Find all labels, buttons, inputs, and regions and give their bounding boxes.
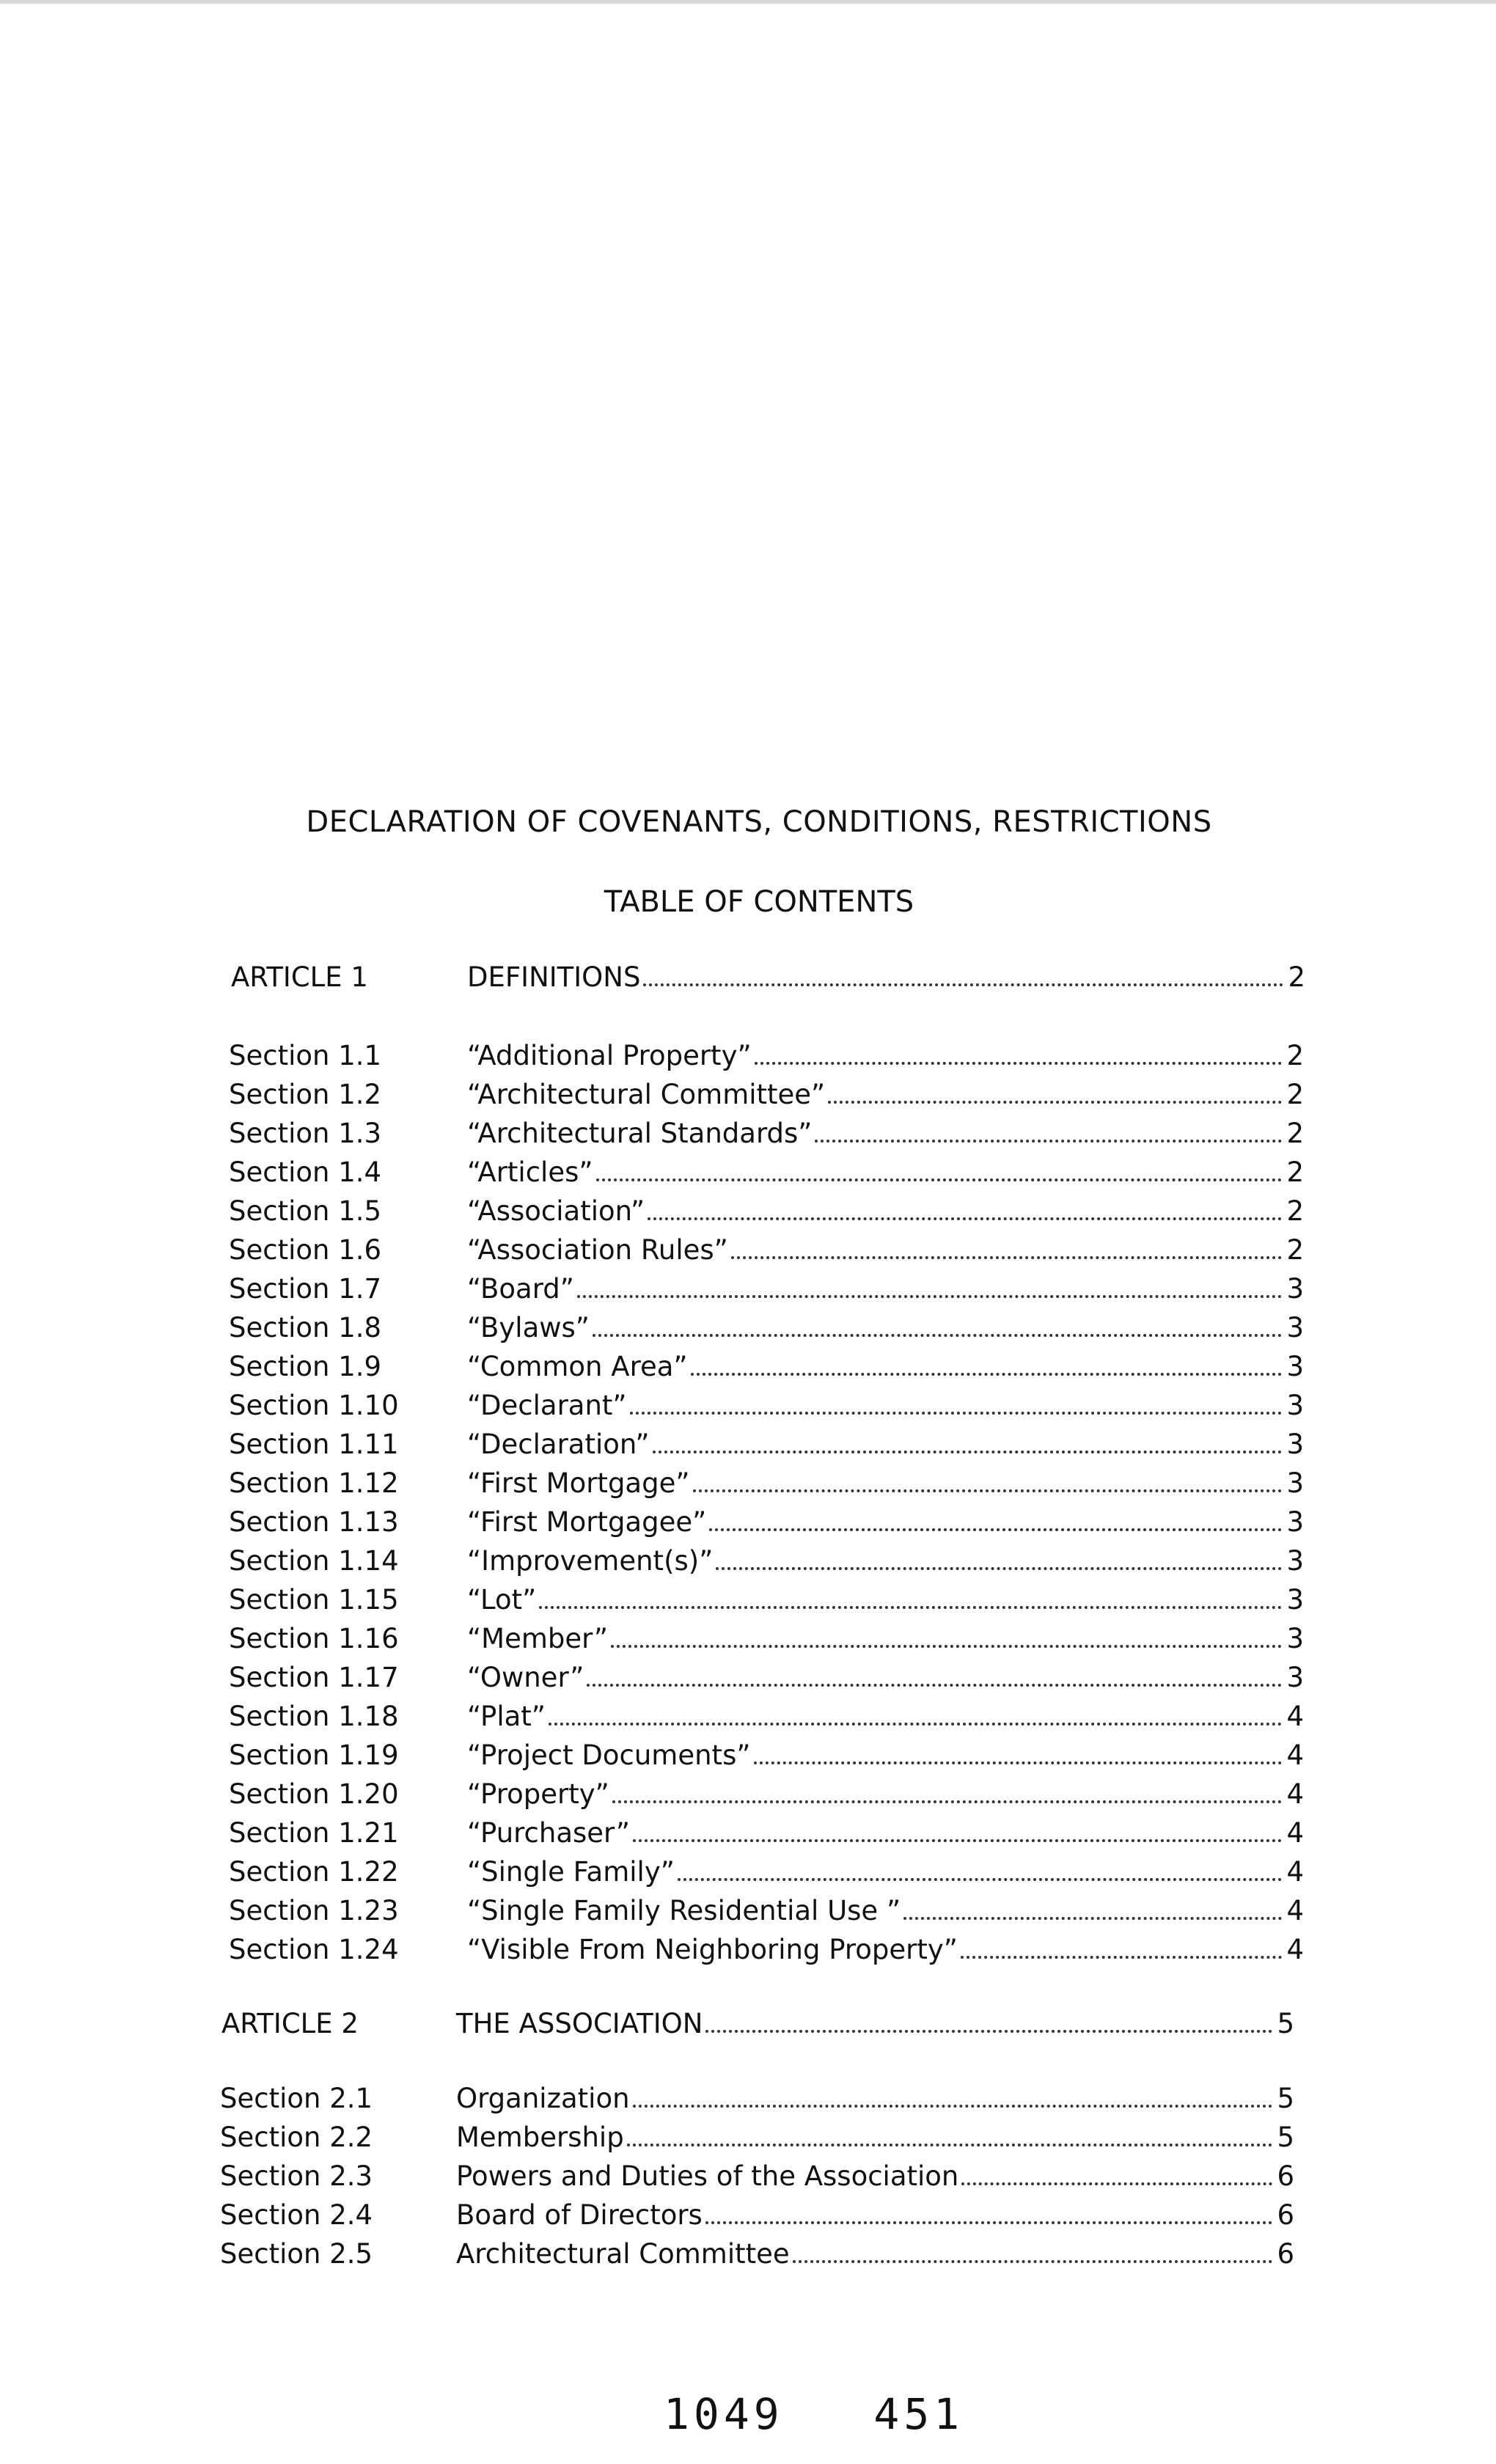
toc-entry (456, 2080, 1294, 2117)
toc-page-number: 3 (1286, 1545, 1304, 1577)
toc-entry-title: “Articles” (467, 1154, 596, 1191)
toc-entry-title: “Association Rules” (467, 1232, 731, 1269)
toc-section-row (0, 1698, 1496, 1735)
toc-page-number: 4 (1286, 1856, 1304, 1888)
toc-label: Section 1.2 (229, 1079, 382, 1110)
dot-leader (643, 959, 1283, 996)
toc-entry-title: “Architectural Standards” (467, 1115, 815, 1152)
toc-entry (467, 1893, 1304, 1929)
toc-entry-title: Membership (456, 2119, 627, 2156)
toc-page-number: 4 (1286, 1701, 1304, 1732)
toc-section-row (0, 1465, 1496, 1502)
toc-label: Section 1.21 (229, 1817, 399, 1849)
toc-label: Section 1.3 (229, 1118, 382, 1149)
toc-entry-title: DEFINITIONS (467, 959, 643, 996)
toc-section-row (0, 1737, 1496, 1774)
toc-entry (467, 1310, 1304, 1346)
dot-leader (587, 1660, 1282, 1696)
toc-entry-title: “Purchaser” (467, 1815, 633, 1852)
toc-page-number: 2 (1288, 961, 1305, 993)
toc-entry (467, 1504, 1304, 1541)
toc-page-number: 6 (1277, 2199, 1294, 2231)
toc-label: ARTICLE 2 (221, 2008, 359, 2039)
toc-section-row (0, 1854, 1496, 1891)
dot-leader (961, 2158, 1272, 2195)
toc-label: Section 1.19 (229, 1739, 399, 1771)
toc-page-number: 3 (1286, 1390, 1304, 1421)
toc-article-2 (0, 2006, 1496, 2042)
toc-entry (456, 2197, 1294, 2234)
toc-label: Section 2.4 (220, 2199, 373, 2231)
toc-page-number: 3 (1286, 1312, 1304, 1343)
toc-page-number: 4 (1286, 1739, 1304, 1771)
toc-entry-title: “Single Family Residential Use ” (467, 1893, 903, 1929)
toc-entry (467, 1854, 1304, 1891)
toc-entry (467, 1271, 1304, 1308)
dot-leader (539, 1582, 1282, 1618)
dot-leader (705, 2006, 1272, 2042)
toc-label: Section 1.5 (229, 1195, 382, 1227)
dot-leader (549, 1698, 1282, 1735)
toc-entry-title: “First Mortgage” (467, 1465, 693, 1502)
toc-section-row (0, 1038, 1496, 1074)
dot-leader (633, 2080, 1273, 2117)
toc-section-row (0, 1349, 1496, 1385)
toc-page-number: 2 (1286, 1040, 1304, 1071)
dot-leader (693, 1465, 1283, 1502)
toc-label: Section 1.17 (229, 1662, 399, 1693)
toc-label: Section 1.15 (229, 1584, 399, 1616)
toc-page-number: 5 (1277, 2122, 1294, 2153)
toc-label: Section 1.7 (229, 1273, 382, 1305)
dot-leader (754, 1737, 1283, 1774)
toc-entry (467, 959, 1305, 996)
toc-label: ARTICLE 1 (231, 961, 368, 993)
dot-leader (903, 1893, 1282, 1929)
toc-section-row (0, 1776, 1496, 1813)
toc-label: Section 2.1 (220, 2083, 373, 2114)
toc-label: Section 1.13 (229, 1506, 399, 1538)
toc-section-row (0, 2236, 1496, 2273)
dot-leader (593, 1310, 1282, 1346)
toc-entry (467, 1426, 1304, 1463)
toc-page-number: 2 (1286, 1118, 1304, 1149)
toc-label: Section 1.22 (229, 1856, 399, 1888)
toc-entry-title: THE ASSOCIATION (456, 2006, 705, 2042)
toc-entry (456, 2119, 1294, 2156)
toc-label: Section 1.16 (229, 1623, 399, 1654)
toc-page-number: 2 (1286, 1156, 1304, 1188)
toc-entry (467, 1115, 1304, 1152)
toc-label: Section 1.8 (229, 1312, 382, 1343)
toc-entry-title: “Improvement(s)” (467, 1543, 716, 1580)
toc-entry (467, 1038, 1304, 1074)
toc-entry (467, 1232, 1304, 1269)
dot-leader (630, 1387, 1283, 1424)
toc-entry-title: “Property” (467, 1776, 612, 1813)
toc-entry (467, 1815, 1304, 1852)
document-title: DECLARATION OF COVENANTS, CONDITIONS, RESTRICTIONS (306, 805, 1212, 839)
toc-page-number: 4 (1286, 1817, 1304, 1849)
toc-entry (467, 1621, 1304, 1657)
dot-leader (596, 1154, 1283, 1191)
dot-leader (755, 1038, 1283, 1074)
toc-page-number: 6 (1277, 2160, 1294, 2192)
toc-entry-title: “Lot” (467, 1582, 539, 1618)
toc-entry-title: “Additional Property” (467, 1038, 755, 1074)
toc-entry-title: “Association” (467, 1193, 648, 1230)
toc-section-row (0, 1387, 1496, 1424)
toc-label: Section 1.12 (229, 1467, 399, 1499)
dot-leader (648, 1193, 1282, 1230)
toc-label: Section 1.23 (229, 1895, 399, 1926)
dot-leader (815, 1115, 1282, 1152)
toc-page-number: 3 (1286, 1662, 1304, 1693)
toc-page-number: 5 (1277, 2008, 1294, 2039)
toc-section-row (0, 1154, 1496, 1191)
toc-label: Section 2.5 (220, 2238, 373, 2270)
toc-page-number: 3 (1286, 1273, 1304, 1305)
dot-leader (577, 1271, 1283, 1308)
toc-section-row (0, 1932, 1496, 1968)
toc-label: Section 1.6 (229, 1234, 382, 1266)
toc-section-row (0, 1232, 1496, 1269)
toc-entry-title: “Architectural Committee” (467, 1077, 828, 1113)
toc-section-row (0, 1504, 1496, 1541)
toc-entry (456, 2158, 1294, 2195)
dot-leader (716, 1543, 1282, 1580)
toc-section-row (0, 1543, 1496, 1580)
toc-entry (467, 1387, 1304, 1424)
toc-label: Section 2.3 (220, 2160, 373, 2192)
toc-section-row (0, 1660, 1496, 1696)
toc-label: Section 1.1 (229, 1040, 382, 1071)
toc-page-number: 3 (1286, 1584, 1304, 1616)
toc-section-row (0, 1621, 1496, 1657)
toc-section-row (0, 1193, 1496, 1230)
toc-label: Section 1.4 (229, 1156, 382, 1188)
toc-section-row (0, 1310, 1496, 1346)
toc-section-row (0, 1893, 1496, 1929)
toc-section-row (0, 1271, 1496, 1308)
toc-section-row (0, 1582, 1496, 1618)
toc-entry-title: “Common Area” (467, 1349, 691, 1385)
toc-entry (467, 1154, 1304, 1191)
dot-leader (961, 1932, 1283, 1968)
toc-entry-title: “Bylaws” (467, 1310, 593, 1346)
toc-section-row (0, 1426, 1496, 1463)
toc-entry-title: “Single Family” (467, 1854, 678, 1891)
toc-entry (467, 1465, 1304, 1502)
toc-entry-title: Architectural Committee (456, 2236, 793, 2273)
toc-page-number: 3 (1286, 1351, 1304, 1382)
toc-label: Section 1.20 (229, 1778, 399, 1810)
toc-entry-title: Board of Directors (456, 2197, 705, 2234)
dot-leader (731, 1232, 1283, 1269)
toc-page-number: 3 (1286, 1506, 1304, 1538)
dot-leader (653, 1426, 1283, 1463)
toc-entry-title: “Plat” (467, 1698, 549, 1735)
toc-page-number: 2 (1286, 1195, 1304, 1227)
toc-page-number: 4 (1286, 1934, 1304, 1965)
toc-label: Section 1.10 (229, 1390, 399, 1421)
toc-entry-title: “Member” (467, 1621, 611, 1657)
toc-heading: TABLE OF CONTENTS (604, 885, 914, 919)
toc-entry-title: “Project Documents” (467, 1737, 754, 1774)
toc-label: Section 1.24 (229, 1934, 399, 1965)
toc-page-number: 4 (1286, 1895, 1304, 1926)
toc-entry-title: “Declaration” (467, 1426, 653, 1463)
toc-article-1 (0, 959, 1496, 996)
toc-section-row (0, 2197, 1496, 2234)
toc-entry (467, 1660, 1304, 1696)
dot-leader (691, 1349, 1283, 1385)
toc-page-number: 2 (1286, 1079, 1304, 1110)
toc-entry (467, 1776, 1304, 1813)
toc-page-number: 5 (1277, 2083, 1294, 2114)
toc-section-row (0, 1077, 1496, 1113)
dot-leader (633, 1815, 1282, 1852)
toc-page-number: 3 (1286, 1623, 1304, 1654)
dot-leader (678, 1854, 1283, 1891)
toc-entry (467, 1737, 1304, 1774)
toc-page-number: 2 (1286, 1234, 1304, 1266)
toc-entry-title: “Visible From Neighboring Property” (467, 1932, 961, 1968)
toc-entry (467, 1193, 1304, 1230)
toc-entry-title: “Board” (467, 1271, 577, 1308)
toc-section-row (0, 2080, 1496, 2117)
toc-entry-title: “Owner” (467, 1660, 587, 1696)
toc-label: Section 1.11 (229, 1429, 399, 1460)
dot-leader (611, 1621, 1282, 1657)
toc-entry (456, 2006, 1294, 2042)
dot-leader (612, 1776, 1283, 1813)
toc-entry-title: “Declarant” (467, 1387, 630, 1424)
toc-entry (467, 1698, 1304, 1735)
dot-leader (627, 2119, 1273, 2156)
toc-page-number: 4 (1286, 1778, 1304, 1810)
dot-leader (705, 2197, 1273, 2234)
dot-leader (709, 1504, 1282, 1541)
toc-page-number: 6 (1277, 2238, 1294, 2270)
toc-entry (467, 1077, 1304, 1113)
toc-entry-title: “First Mortgagee” (467, 1504, 709, 1541)
toc-entry-title: Organization (456, 2080, 633, 2117)
toc-entry (456, 2236, 1294, 2273)
toc-entry (467, 1932, 1304, 1968)
toc-label: Section 1.14 (229, 1545, 399, 1577)
toc-label: Section 1.9 (229, 1351, 382, 1382)
dot-leader (828, 1077, 1282, 1113)
page-footer-number: 1049 451 (664, 2389, 964, 2439)
dot-leader (793, 2236, 1273, 2273)
toc-section-row (0, 1815, 1496, 1852)
toc-section-row (0, 1115, 1496, 1152)
toc-entry (467, 1349, 1304, 1385)
toc-entry (467, 1582, 1304, 1618)
toc-page-number: 3 (1286, 1429, 1304, 1460)
toc-entry-title: Powers and Duties of the Association (456, 2158, 961, 2195)
toc-page-number: 3 (1286, 1467, 1304, 1499)
toc-entry (467, 1543, 1304, 1580)
toc-label: Section 1.18 (229, 1701, 399, 1732)
toc-section-row (0, 2158, 1496, 2195)
toc-label: Section 2.2 (220, 2122, 373, 2153)
toc-section-row (0, 2119, 1496, 2156)
